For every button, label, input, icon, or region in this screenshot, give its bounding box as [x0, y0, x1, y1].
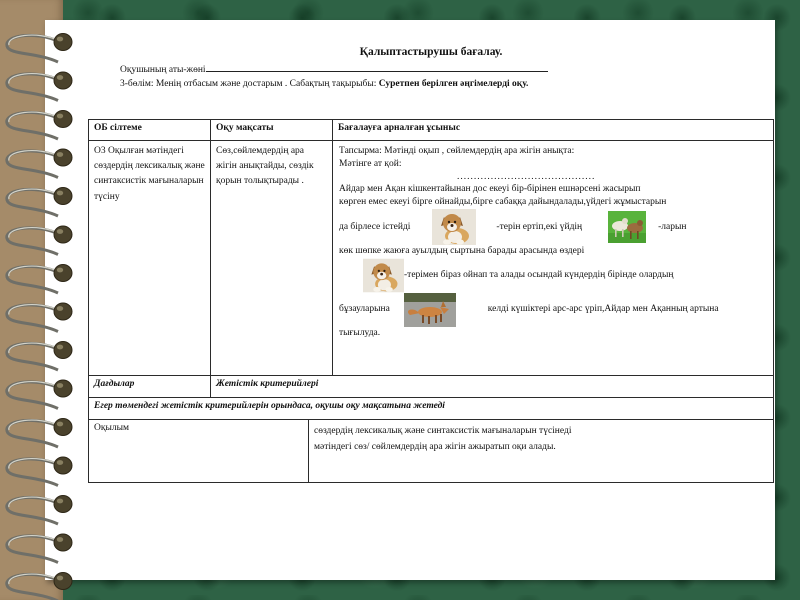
header-ob-siltleme: ОБ сілтеме [89, 120, 211, 141]
section-text: 3-бөлім: Менің отбасым және достарым . Сабақтың тақырыбы: [120, 79, 377, 89]
task-line-7 [339, 258, 767, 293]
cell-reading-description [309, 420, 774, 483]
task-line-8-after: келді күшіктері арс-арс үріп,Айдар мен Ақанның артына [487, 304, 719, 315]
assessment-table-reading [88, 419, 774, 483]
assessment-table-skills [88, 375, 774, 420]
task-line-5-before: да бірлесе істейді [339, 221, 411, 232]
task-dotted-blank: ......................................... [457, 171, 596, 182]
cell-lesson-goal: Сөз,сөйлемдердің ара жігін анықтайды, сөздік қорын толықтырады . [211, 141, 333, 376]
task-line-4: көрген емес екеуі бірге ойнайды,бірге сабаққа дайындалады,үйдегі жұмыстарын [339, 197, 667, 208]
section-topic: Суретпен берілген әңгімелерді оқу. [378, 79, 529, 89]
skills-row [89, 376, 774, 398]
assessment-table-top [88, 119, 774, 376]
reading-row [89, 420, 774, 483]
cell-criteria-title: Жетістік критерийлері [211, 376, 774, 398]
table-main-row [89, 141, 774, 376]
page-content [88, 20, 774, 483]
calves-image [608, 211, 646, 243]
cell-reading-label: Оқылым [89, 420, 309, 483]
task-line-5-middle: -терін ертіп,екі үйдің [496, 221, 583, 232]
task-line-1: Тапсырма: Мәтінді оқып , сөйлемдердің ара жігін анықта: [339, 146, 575, 156]
fox-image [404, 293, 456, 327]
section-line [120, 79, 774, 89]
cell-task [333, 141, 774, 376]
reading-desc-line-2: мәтіндегі сөз/ сөйлемдердің ара жігін ажыратып оқи алады. [314, 442, 556, 453]
reading-desc-line-1: сөздердің лексикалық және синтаксистік мағыналарын түсінеді [314, 426, 572, 436]
task-line-7-text: -терімен біраз ойнап та алады осындай күндердің бірінде олардың [404, 269, 674, 280]
puppy-image [432, 209, 476, 245]
puppy-image [363, 258, 404, 293]
task-line-9: тығылуда. [339, 327, 381, 338]
task-line-5 [339, 209, 767, 245]
cell-skills-label: Дағдылар [89, 376, 211, 398]
task-line-3: Айдар мен Ақан кішкентайынан дос екеуі бір-бірінен ешнәрсені жасырып [339, 184, 641, 195]
task-line-2: Мәтінге ат қой: [339, 158, 402, 169]
task-line-8 [339, 293, 767, 327]
task-line-8-before: бұзауларына [339, 304, 390, 315]
criteria-note-row [89, 398, 774, 420]
cell-criteria-note: Егер төмендегі жетістік критерийлерін орындаса, оқушы оқу мақсатына жетеді [89, 398, 774, 420]
task-line-6: көк шөпке жаюға ауылдың сыртына барады арасында өздері [339, 246, 585, 257]
cell-learning-objective: О3 Оқылған мәтіндегі сөздердің лексикалық және синтаксистік мағыналарын түсіну [89, 141, 211, 376]
header-bagalau-usynys: Бағалауға арналған ұсыныс [333, 120, 774, 141]
student-name-label: Оқушының аты-жөні [120, 65, 206, 75]
worksheet-page [45, 20, 775, 580]
table-header-row [89, 120, 774, 141]
header-oqu-maqsaty: Оқу мақсаты [211, 120, 333, 141]
student-name-line [120, 62, 774, 75]
task-line-5-after: -ларын [658, 221, 687, 232]
page-title: Қалыптастырушы бағалау. [359, 46, 503, 58]
student-name-blank [206, 62, 548, 72]
